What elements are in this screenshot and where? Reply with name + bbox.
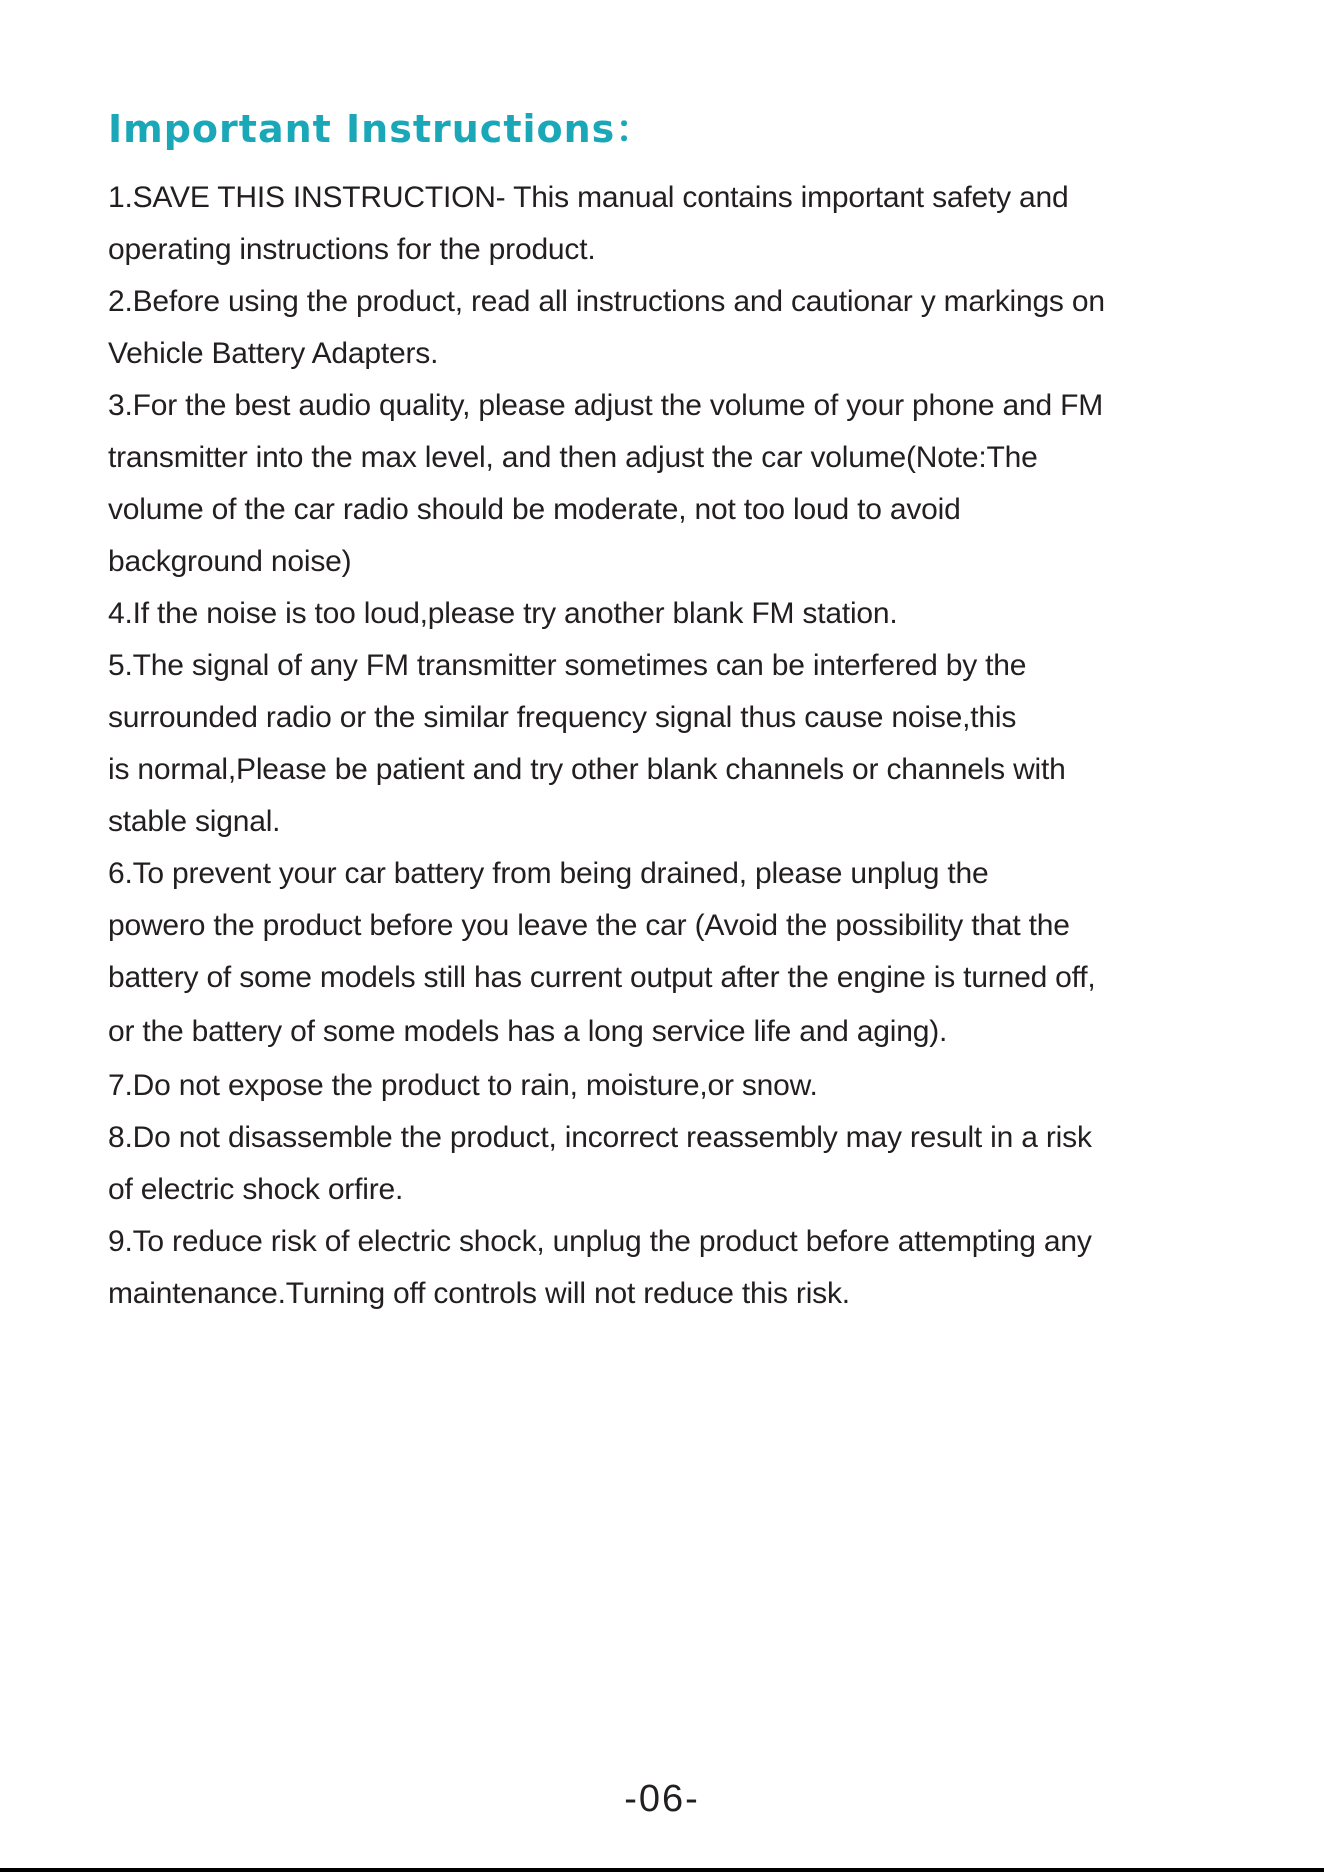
instruction-item-2 [108,276,1238,380]
instruction-line: 6.To prevent your car battery from being drained, please unplug the [108,857,989,890]
instruction-line: operating instructions for the product. [108,233,596,266]
instruction-item-4 [108,588,1238,640]
instruction-line: 7.Do not expose the product to rain, moisture,or snow. [108,1069,818,1102]
instruction-item-6 [108,848,1238,1060]
instruction-line: 4.If the noise is too loud,please try another blank FM station. [108,597,898,630]
instruction-line: is normal,Please be patient and try other blank channels or channels with [108,753,1066,786]
instruction-line: stable signal. [108,805,281,838]
instruction-list [108,172,1238,1320]
instruction-line: 3.For the best audio quality, please adjust the volume of your phone and FM [108,389,1104,422]
instruction-line: 5.The signal of any FM transmitter sometimes can be interfered by the [108,649,1027,682]
instruction-line: battery of some models still has current output after the engine is turned off, [108,961,1096,994]
instruction-item-1 [108,172,1238,276]
instruction-line: Vehicle Battery Adapters. [108,337,439,370]
page-number: -06- [624,1778,700,1820]
instruction-line: 1.SAVE THIS INSTRUCTION- This manual contains important safety and [108,181,1069,214]
instruction-line: volume of the car radio should be moderate, not too loud to avoid [108,493,961,526]
bottom-border [0,1868,1324,1872]
instruction-line: 2.Before using the product, read all instructions and cautionar y markings on [108,285,1105,318]
instruction-line: or the battery of some models has a long service life and aging). [108,1015,948,1048]
instruction-item-7 [108,1060,1238,1112]
instruction-item-8 [108,1112,1238,1216]
instruction-line: transmitter into the max level, and then adjust the car volume(Note:The [108,441,1038,474]
instruction-line: of electric shock orfire. [108,1173,404,1206]
instruction-line: background noise) [108,545,352,578]
instruction-line: 9.To reduce risk of electric shock, unplug the product before attempting any [108,1225,1092,1258]
instruction-item-3 [108,380,1238,588]
instruction-line: 8.Do not disassemble the product, incorrect reassembly may result in a risk [108,1121,1092,1154]
instruction-line: surrounded radio or the similar frequency signal thus cause noise,this [108,701,1017,734]
instruction-line: maintenance.Turning off controls will not reduce this risk. [108,1277,850,1310]
page-title: Important Instructions： [108,107,655,151]
instruction-item-5 [108,640,1238,848]
instruction-item-9 [108,1216,1238,1320]
instruction-line: powero the product before you leave the car (Avoid the possibility that the [108,909,1070,942]
